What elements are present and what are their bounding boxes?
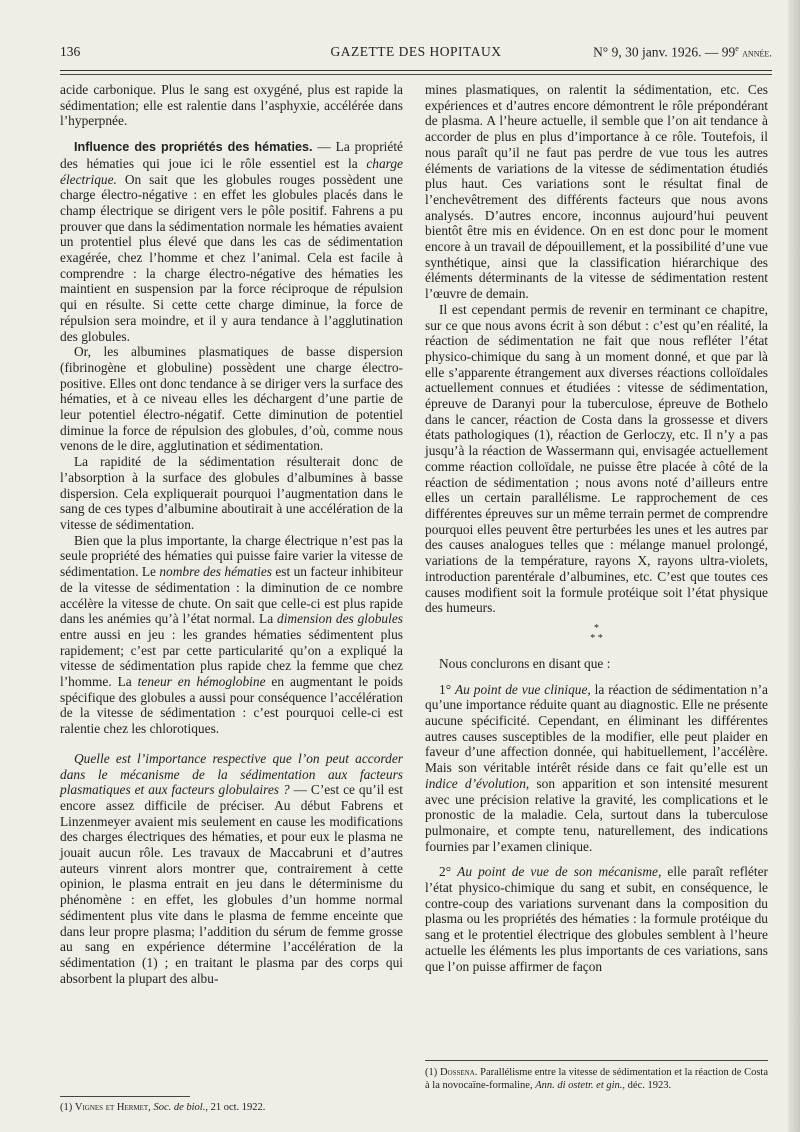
- emphasis-question: Quelle est l’importance respective que l’on peut accorder dans le mécanisme de la sédimentation aux facteurs plasmatiques et aux facteurs globulaires ?: [60, 750, 403, 798]
- emphasis: Au point de vue clinique,: [454, 681, 591, 697]
- footnote-date: 21 oct. 1922.: [207, 1102, 266, 1113]
- section-heading: Influence des propriétés des hématies.: [74, 140, 313, 155]
- text-run: elle paraît refléter l’état physico-chimique du sang et subit, en conséquence, le contre-coup des variations survenant dans la composition du plasma ou les propriétés des hématies : la formule protéique du sang et le protentiel électrique des globules semblent à l’heure actuelle les éléments les plus importants de ces variations, sans que l’on puisse affirmer de façon: [425, 864, 768, 974]
- paragraph-question: [60, 751, 403, 987]
- issue-year-label: année.: [742, 47, 772, 60]
- text-run: — C’est ce qu’il est encore assez difficile de préciser. Au début Fabrens et Linzenmeyer avaient mis seulement en cause les modifications des charges électriques des hématies, et pour eux le plasma ne jouait aucun rôle. Les travaux de Maccabruni et d’autres auteurs vinrent alors montrer que, contrairement à cette opinion, le plasma entrait en jeu dans le déterminisme du phénomène : en effet, les globules d’un homme normal sédimentent plus vite dans le plasma de femme enceinte que dans leur propre plasma; l’addition du sérum de femme grosse au sang en expérience détermine l’accélération de la sédimentation (1) ; en traitant le plasma par des corps qui absorbent la plupart des albu-: [60, 782, 403, 986]
- emphasis: Au point de vue de son mécanisme,: [457, 864, 662, 880]
- emphasis: charge électrique.: [60, 155, 403, 187]
- header-rule-thick: [60, 70, 772, 71]
- paragraph: Il est cependant permis de revenir en terminant ce chapitre, sur ce que nous avons écrit à son début : c’est qu’en réalité, la réaction de sédimentation ne fait que nous refléter l’état physico-chimique du sang à un moment donné, et que par là elle s’apparente étrangement aux diverses réactions colloïdales actuellement connues et étudiées : vitesse de sédimentation, épreuve de Daranyi pour la tuberculose, épreuve de Bothelo dans le cancer, réaction de Costa dans la grossesse et divers états pathologiques (1), réaction de Gerloczy, etc. Il n’y a pas jusqu’à la réaction de Wassermann qui, envisagée actuellement comme réaction colloïdale, ne puisse être placée à côté de la réaction de sédimentation ; nous avons noté d’ailleurs entre elles un certain parallélisme. Le rapprochement de ces différentes épreuves sur un même terrain permet de comprendre pourquoi elles peuvent être perturbées les unes et les autres par des causes analogues telles que : mélange manuel prolongé, variations de la température, rayons X, rayons ultra-violets, introduction parentérale d’albumines, etc. C’est que toutes ces causes modifient soit la formule protéique soit l’état physique des humeurs.: [425, 301, 768, 616]
- separator-stars: * *: [590, 632, 603, 644]
- page-edge: [788, 0, 800, 1132]
- footnote-author: Dossena.: [439, 1067, 478, 1078]
- footnote-rule-right: [425, 1060, 768, 1061]
- paragraph-charge: [60, 139, 403, 344]
- right-column: [425, 82, 768, 974]
- paragraph: Nous conclurons en disant que :: [439, 655, 611, 671]
- footnote-author: Vignes et Hermet,: [74, 1102, 151, 1113]
- issue-sup: e: [735, 44, 739, 53]
- text-run: On sait que les globules rouges possèdent une charge électro-négative : en effet les globules placés dans le champ électrique se dirigent vers le pôle positif. Fahrens a pu prouver que dans la sédimentation normale les hématies avaient un protentiel plus élevé que dans les cas de sédimentation exagérée, chez l’homme et chez l’animal. Cela est facile à comprendre : la charge électro-négative des hématies les maintient en suspension par la force réciproque de répulsion qui en résulte. Si cette cette charge diminue, la force de répulsion sera moindre, et il y aura tendance à l’agglutination des globules.: [60, 171, 403, 344]
- item-number: 1°: [439, 681, 455, 697]
- separator-star: *: [594, 622, 599, 634]
- footnote-text: Parallélisme entre la vitesse de sédimentation et la réaction de Costa à la novocaïne-formaline,: [425, 1067, 768, 1091]
- emphasis: indice d’évolution,: [425, 775, 530, 791]
- emphasis: nombre des hématies: [159, 564, 272, 580]
- paragraph: mines plasmatiques, on ralentit la sédimentation, etc. Ces expériences et d’autres encore démontrent le rôle prépondérant de plasma. A l’heure actuelle, il semble que l’on ait tendance à accorder de plus en plus d’importance à ce rôle. Toutefois, il nous paraît qu’il ne faut pas perdre de vue tous les autres éléments de variations de la vitesse de sédimentation étudiés plus haut. Ces variations sont le résultat final de l’enchevêtrement des différents facteurs que nous avons analysés. D’autres encore, inconnus aujourd’hui peuvent bientôt être mis en évidence. On en est donc pour le moment encore à un travail de dépouillement, et la possibilité d’une vue synthétique, ainsi que la classification hiérarchique des éléments déterminants de la vitesse de sédimentation restent l’œuvre de demain.: [425, 82, 768, 302]
- paragraph: acide carbonique. Plus le sang est oxygéné, plus est rapide la sédimentation; elle est ralentie dans l’asphyxie, accélérée dans l’hyperpnée.: [60, 82, 403, 129]
- footnote-number: (1): [425, 1067, 440, 1078]
- running-header: [60, 44, 772, 64]
- paragraph-factors: [60, 533, 403, 737]
- footnote-source: Soc. de biol.,: [153, 1102, 208, 1113]
- journal-title: GAZETTE DES HOPITAUX: [330, 44, 502, 59]
- footnote-number: (1): [60, 1102, 75, 1113]
- issue-date: N° 9, 30 janv. 1926. — 99: [593, 44, 736, 60]
- emphasis: dimension des globules: [277, 611, 403, 627]
- paragraph: La rapidité de la sédimentation résulterait donc de l’absorption à la surface des globules d’albumines à basse dispersion. Cela expliquerait pourquoi l’augmentation dans le sang de ces types d’albumine aboutirait à une accélération de la vitesse de sédimentation.: [60, 454, 403, 532]
- header-rule-thin: [60, 74, 772, 75]
- paragraph: Or, les albumines plasmatiques de basse dispersion (fibrinogène et globuline) possèdent une charge électro-positive. Elles ont donc tendance à se diriger vers la surface des hématies, et à ce niveau elles les déchargent d’une partie de leur potentiel électro-négatif. Cette diminution de potentiel diminue la force de répulsion des globules, d’où, comme nous venons de le dire, agglutination et sédimentation.: [60, 344, 403, 454]
- text-run: — La propriété des hématies qui joue ici le rôle essentiel est la: [60, 139, 403, 171]
- text-run: est un facteur inhibiteur de la vitesse de sédimentation : la diminution de ce nombre accélère la vitesse de chute. On sait que celle-ci est plus rapide dans les anémies qu’à l’état normal. La: [60, 564, 403, 627]
- conclusion-2: [425, 864, 768, 974]
- issue-info: [593, 44, 772, 61]
- text-run: Bien que la plus importante, la charge électrique n’est pas la seule propriété des hématies qui puisse faire varier la vitesse de sédimentation. Le: [60, 532, 403, 580]
- footnote-left: [60, 1101, 403, 1114]
- footnote-date: déc. 1923.: [625, 1080, 672, 1091]
- text-run: son apparition et son intensité mesurent avec une précision relative la gravité, les complications et le pronostic de la maladie. Cela, surtout dans la tuberculose pulmonaire, et compte tenu, naturellement, des indications fournies par l’examen clinique.: [425, 775, 768, 854]
- section-separator: [425, 624, 768, 644]
- item-number: 2°: [439, 864, 458, 880]
- text-run: la réaction de sédimentation n’a qu’une importance réduite quant au diagnostic. Elle ne présente aucune spécificité. Cependant, en éliminant les différentes autres causes susceptibles de la modifier, elle peut plaider en faveur d’une affection donnée, qui habituellement, l’accélère. Mais son véritable intérêt réside dans ce fait qu’elle est un: [425, 681, 768, 776]
- emphasis: teneur en hémoglobine: [137, 674, 266, 690]
- left-column: [60, 82, 403, 986]
- footnote-rule-left: [60, 1096, 190, 1097]
- footnote-right: [425, 1066, 768, 1092]
- page-number: 136: [60, 44, 81, 59]
- conclusion-1: [425, 682, 768, 855]
- footnote-source: Ann. di ostetr. et gin.,: [535, 1080, 626, 1091]
- text-run: entre aussi en jeu : les grandes hématies sédimentent plus rapidement; c’est par cette particularité qu’on a expliqué la vitesse de sédimentation plus rapide chez la femme que chez l’homme. La: [60, 626, 403, 690]
- text-run: en augmentant le poids spécifique des globules a aussi pour conséquence l’accélération de la vitesse de sédimentation : c’est pourquoi celle-ci est ralentie chez les chlorotiques.: [60, 674, 403, 737]
